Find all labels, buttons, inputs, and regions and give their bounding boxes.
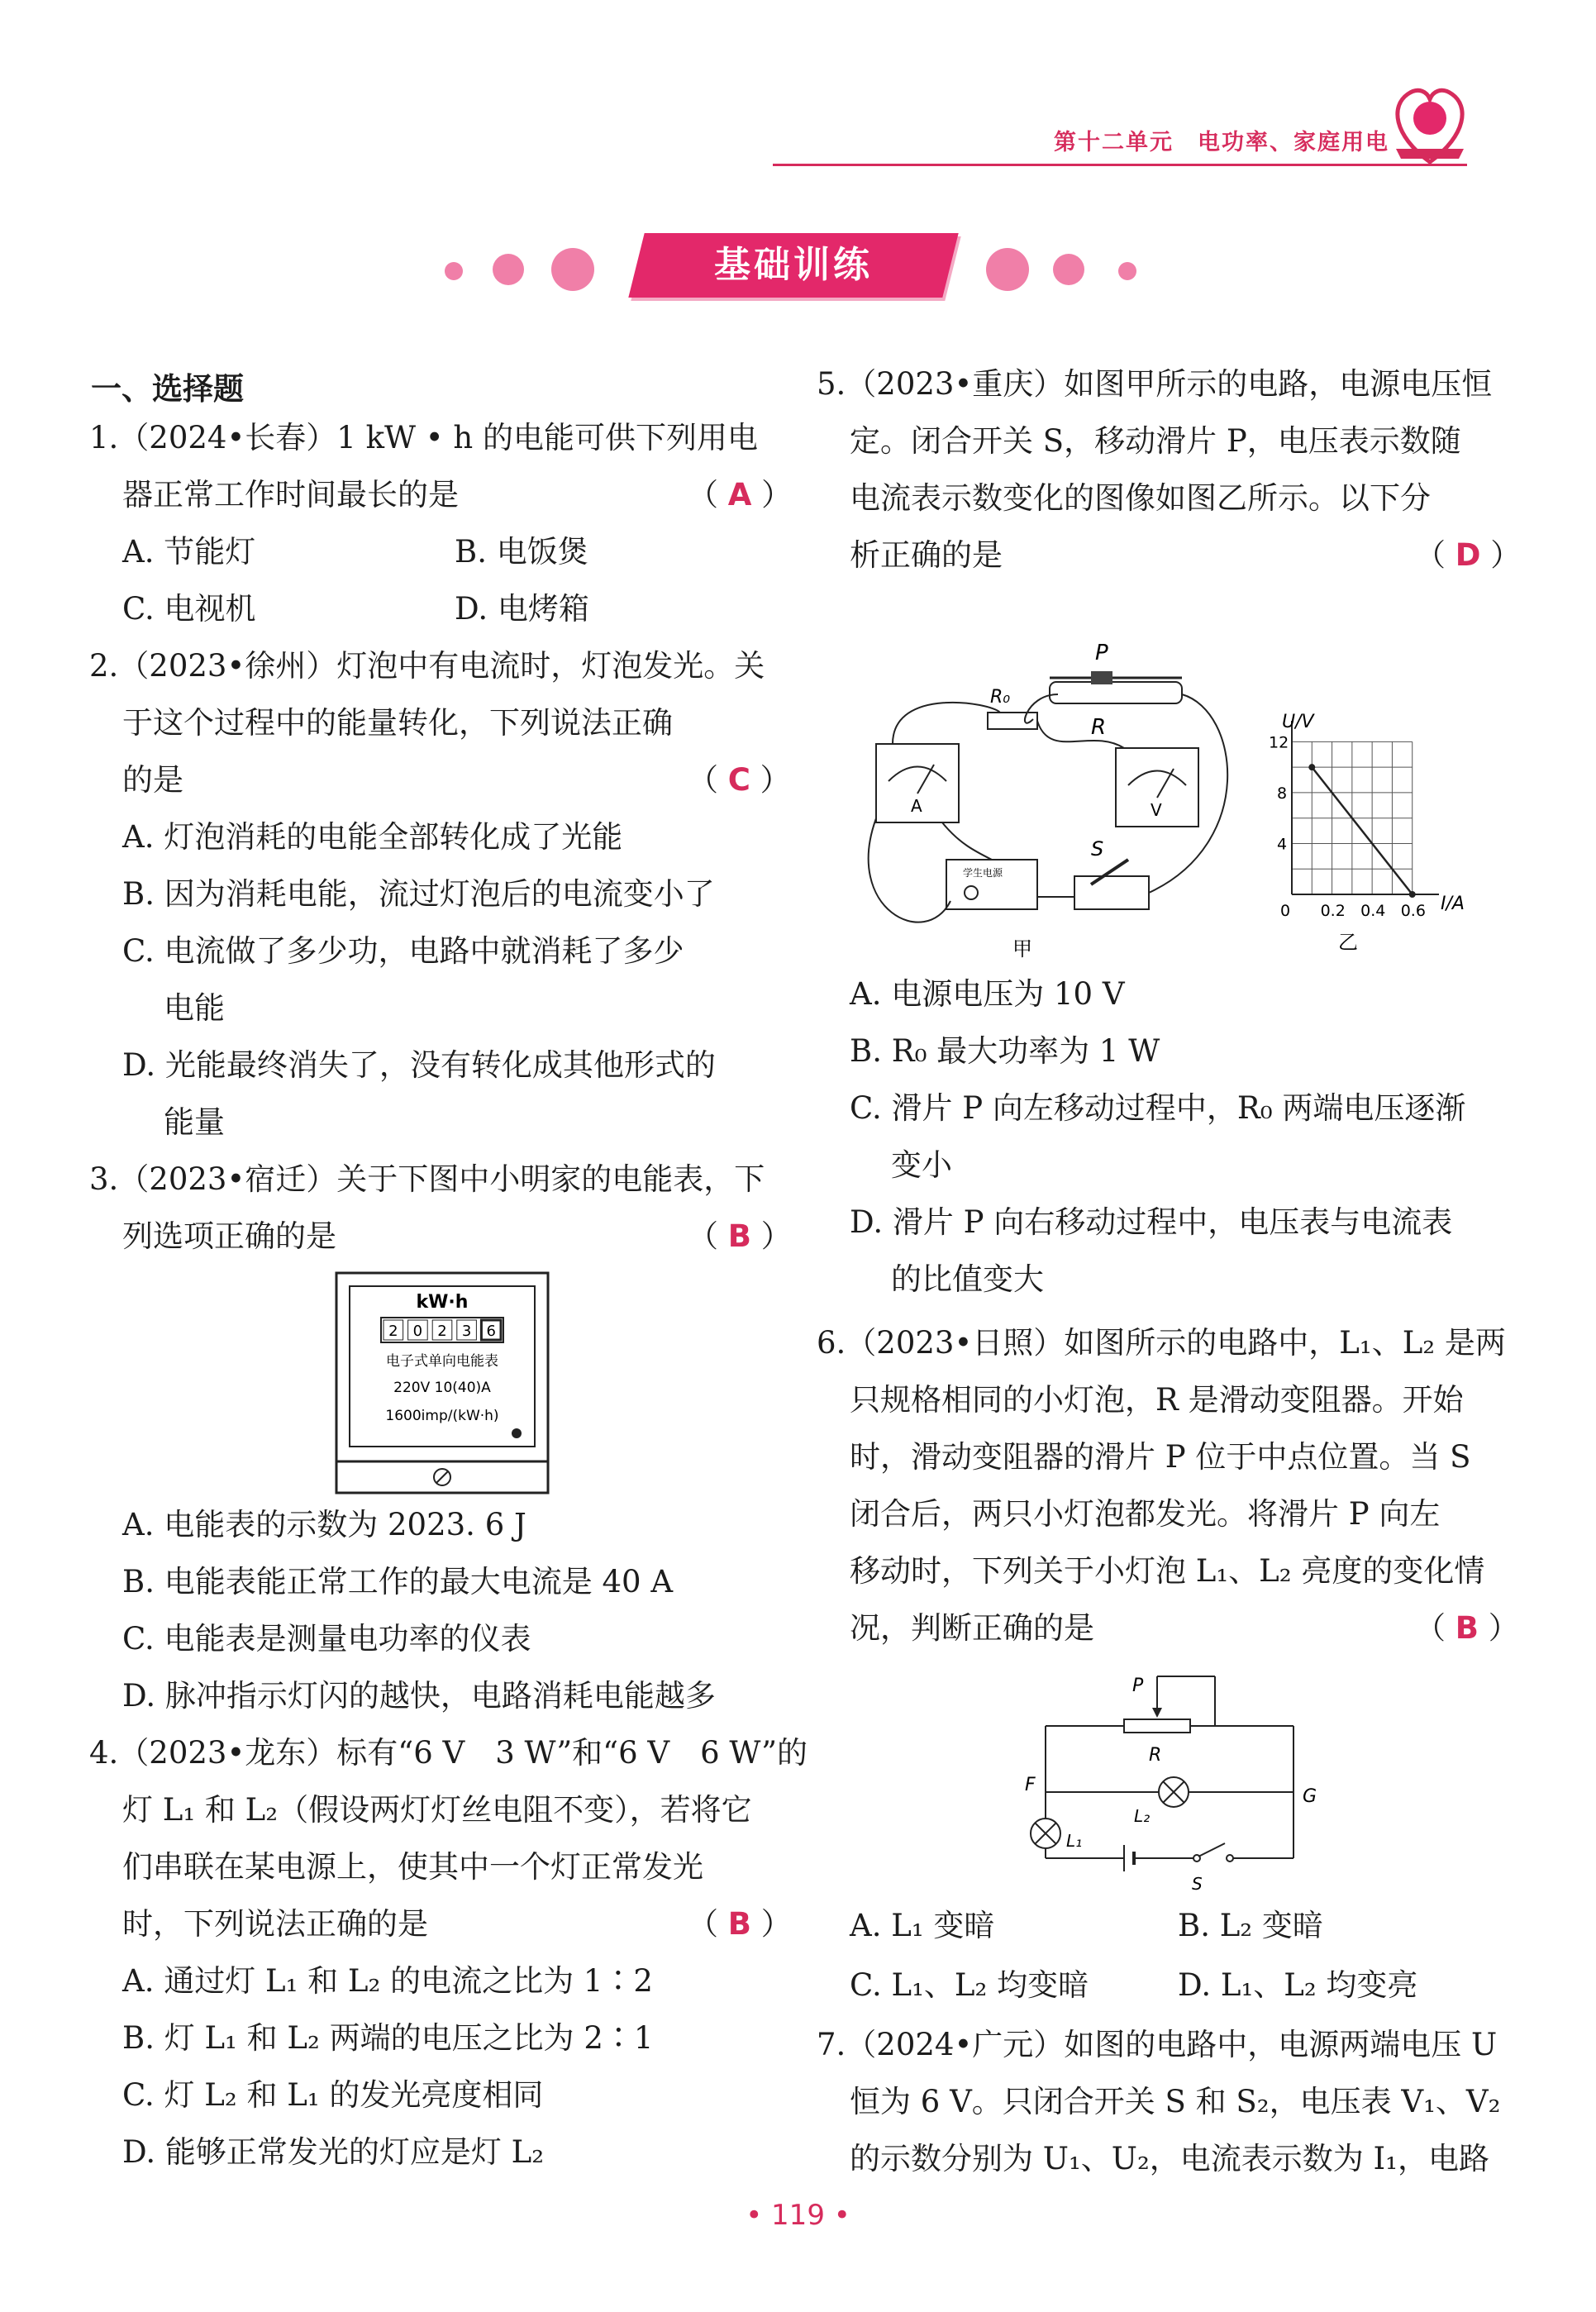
pulse-indicator: [512, 1428, 522, 1438]
svg-text:R: R: [1091, 715, 1107, 740]
data-point: [1308, 764, 1315, 770]
svg-text:A: A: [911, 796, 922, 816]
q5-stem-line: 5.（2023•重庆）如图甲所示的电路，电源电压恒: [817, 366, 1493, 402]
svg-text:S: S: [1192, 1874, 1203, 1894]
section-title: 一、选择题: [91, 371, 244, 407]
x-tick-label: 0.6: [1400, 902, 1426, 920]
q5-stem-line: 定。闭合开关 S，移动滑片 P，电压表示数随: [850, 423, 1461, 459]
q5-answer: （ D ）: [1415, 537, 1522, 573]
rheostat-r: [1124, 1719, 1190, 1733]
q5-option-c-cont: 变小: [891, 1147, 952, 1183]
q6-stem-line: 闭合后，两只小灯泡都发光。将滑片 P 向左: [850, 1496, 1441, 1532]
chart-ylabel: U/V: [1282, 712, 1314, 732]
q5-option-d: D. 滑片 P 向右移动过程中，电压表与电流表: [850, 1204, 1453, 1240]
svg-text:S: S: [1091, 837, 1104, 860]
q1-option-b: B. 电饭煲: [455, 534, 588, 570]
data-line: [1312, 767, 1412, 894]
q4-option-c: C. 灯 L₂ 和 L₁ 的发光亮度相同: [122, 2077, 544, 2113]
banner-dot: [493, 254, 524, 285]
q3-option-d: D. 脉冲指示灯闪的越快，电路消耗电能越多: [122, 1678, 716, 1714]
banner-dot: [1053, 254, 1084, 285]
q2-answer: （ C ）: [688, 762, 791, 798]
meter-spec-pulse: 1600imp/(kW·h): [385, 1408, 499, 1424]
svg-text:R₀: R₀: [990, 687, 1011, 708]
q2-option-d-cont: 能量: [164, 1104, 225, 1140]
svg-text:V: V: [1151, 800, 1162, 820]
q6-option-b: B. L₂ 变暗: [1178, 1908, 1323, 1943]
slider-p: [1091, 671, 1112, 684]
q2-option-a: A. 灯泡消耗的电能全部转化成了光能: [122, 819, 623, 855]
svg-text:P: P: [1095, 641, 1108, 665]
q2-option-c: C. 电流做了多少功，电路中就消耗了多少: [122, 933, 684, 969]
q7-stem-line: 7.（2024•广元）如图的电路中，电源两端电压 U: [817, 2027, 1498, 2062]
q6-option-a: A. L₁ 变暗: [850, 1908, 995, 1943]
q5-circuit-figure: [843, 636, 1256, 967]
meter-spec-current: 220V 10(40)A: [393, 1380, 491, 1396]
switch-s: [1074, 876, 1149, 909]
q6-stem-line: 时，滑动变阻器的滑片 P 位于中点位置。当 S: [850, 1439, 1471, 1475]
svg-text:R: R: [1149, 1745, 1162, 1766]
q5-option-b: B. R₀ 最大功率为 1 W: [850, 1033, 1160, 1069]
q3-option-b: B. 电能表能正常工作的最大电流是 40 A: [122, 1564, 674, 1599]
q3-stem-line: 列选项正确的是: [122, 1218, 336, 1254]
q5-stem-line: 析正确的是: [850, 537, 1003, 573]
q3-stem-line: 3.（2023•宿迁）关于下图中小明家的电能表，下: [89, 1161, 765, 1197]
data-point: [1409, 891, 1416, 898]
rheostat: [1050, 682, 1182, 703]
svg-text:L₁: L₁: [1066, 1831, 1083, 1851]
q2-option-b: B. 因为消耗电能，流过灯泡后的电流变小了: [122, 876, 715, 912]
y-tick-label: 4: [1277, 835, 1288, 854]
q4-stem-line: 4.（2023•龙东）标有“6 V 3 W”和“6 V 6 W”的: [89, 1735, 808, 1771]
header-rule: [773, 164, 1467, 166]
q2-stem-line: 2.（2023•徐州）灯泡中有电流时，灯泡发光。关: [89, 648, 765, 684]
q6-stem-line: 况，判断正确的是: [850, 1610, 1094, 1646]
banner-dot: [445, 262, 463, 280]
q6-option-c: C. L₁、L₂ 均变暗: [850, 1967, 1089, 2003]
meter-digit: 6: [486, 1323, 496, 1340]
meter-unit: kW·h: [416, 1292, 469, 1313]
x-tick-label: 0.2: [1320, 902, 1346, 920]
q6-option-d: D. L₁、L₂ 均变亮: [1178, 1967, 1418, 2003]
q5-option-c: C. 滑片 P 向左移动过程中，R₀ 两端电压逐渐: [850, 1090, 1466, 1126]
banner-dot: [986, 248, 1029, 291]
q4-stem-line: 时，下列说法正确的是: [122, 1906, 428, 1942]
q2-option-d: D. 光能最终消失了，没有转化成其他形式的: [122, 1047, 716, 1083]
meter-digit: 0: [412, 1323, 423, 1340]
y-tick-label: 8: [1277, 784, 1288, 803]
q7-stem-line: 恒为 6 V。只闭合开关 S 和 S₂，电压表 V₁、V₂: [850, 2084, 1501, 2119]
unit-header: 第十二单元 电功率、家庭用电: [1054, 130, 1389, 155]
meter-type-label: 电子式单向电能表: [386, 1353, 498, 1370]
svg-text:学生电源: 学生电源: [963, 867, 1003, 879]
q4-stem-line: 灯 L₁ 和 L₂（假设两灯灯丝电阻不变），若将它: [122, 1792, 752, 1828]
q3-answer: （ B ）: [688, 1218, 792, 1254]
q6-answer: （ B ）: [1415, 1610, 1519, 1646]
q2-stem-line: 于这个过程中的能量转化，下列说法正确: [122, 705, 673, 741]
figure-label-yi: 乙: [1338, 931, 1358, 954]
q4-option-d: D. 能够正常发光的灯应是灯 L₂: [122, 2134, 545, 2170]
q1-stem-line: 1.（2024•长春）1 kW • h 的电能可供下列用电: [89, 420, 758, 455]
resistor-r0: [988, 713, 1037, 729]
q5-stem-line: 电流表示数变化的图像如图乙所示。以下分: [850, 480, 1431, 516]
q2-option-c-cont: 电能: [164, 990, 225, 1026]
q1-option-c: C. 电视机: [122, 591, 256, 627]
q4-stem-line: 们串联在某电源上，使其中一个灯正常发光: [122, 1849, 703, 1885]
q5-option-a: A. 电源电压为 10 V: [850, 976, 1125, 1012]
q6-stem-line: 只规格相同的小灯泡，R 是滑动变阻器。开始: [850, 1382, 1464, 1418]
x-tick-label: 0.4: [1360, 902, 1386, 920]
publisher-logo: [1384, 73, 1475, 172]
svg-text:P: P: [1132, 1676, 1144, 1696]
electric-meter-figure: [335, 1271, 550, 1494]
q3-option-a: A. 电能表的示数为 2023. 6 J: [122, 1507, 526, 1542]
q6-stem-line: 移动时，下列关于小灯泡 L₁、L₂ 亮度的变化情: [850, 1553, 1485, 1589]
q2-stem-line: 的是: [122, 762, 183, 798]
chart-xlabel: I/A: [1441, 894, 1465, 914]
q6-stem-line: 6.（2023•日照）如图所示的电路中，L₁、L₂ 是两: [817, 1325, 1506, 1361]
banner-dot: [551, 248, 594, 291]
q4-option-a: A. 通过灯 L₁ 和 L₂ 的电流之比为 1∶2: [122, 1963, 653, 1999]
switch-s: [1198, 1843, 1225, 1857]
q3-option-c: C. 电能表是测量电功率的仪表: [122, 1621, 531, 1657]
y-tick-label: 12: [1269, 733, 1289, 752]
q7-stem-line: 的示数分别为 U₁、U₂，电流表示数为 I₁，电路: [850, 2141, 1489, 2176]
q6-circuit-figure: [1008, 1660, 1339, 1900]
meter-digit: 2: [388, 1323, 398, 1340]
q5-uv-chart: [1252, 711, 1500, 959]
q1-answer: （ A ）: [688, 477, 793, 512]
meter-digit: 2: [437, 1323, 447, 1340]
svg-text:F: F: [1025, 1775, 1036, 1795]
q4-option-b: B. 灯 L₁ 和 L₂ 两端的电压之比为 2∶1: [122, 2020, 654, 2056]
meter-digit: 3: [461, 1323, 472, 1340]
q5-option-d-cont: 的比值变大: [891, 1261, 1044, 1297]
x-tick-label: 0: [1280, 902, 1291, 920]
banner-title: 基础训练: [714, 244, 873, 286]
q4-answer: （ B ）: [688, 1906, 792, 1942]
figure-label-jia: 甲: [1012, 937, 1032, 961]
q1-option-a: A. 节能灯: [122, 534, 256, 570]
banner-dot: [1118, 262, 1136, 280]
q1-stem-line: 器正常工作时间最长的是: [122, 477, 459, 512]
svg-text:G: G: [1303, 1786, 1317, 1807]
q1-option-d: D. 电烤箱: [455, 591, 589, 627]
page-number: • 119 •: [746, 2199, 850, 2232]
svg-text:L₂: L₂: [1134, 1806, 1151, 1826]
